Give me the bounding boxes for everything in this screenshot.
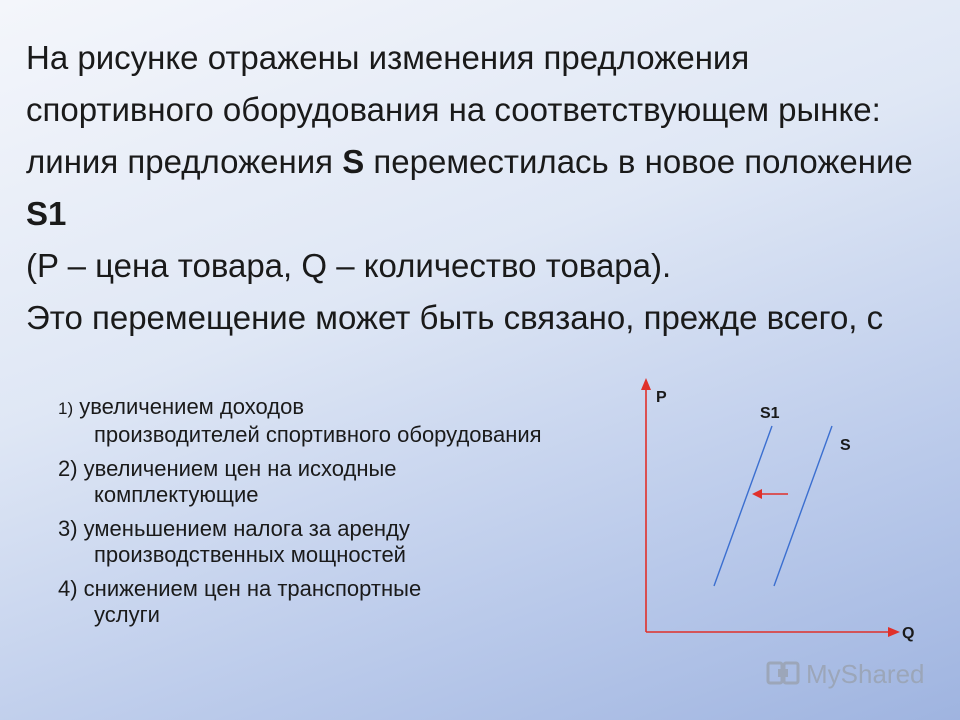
supply-curve-s1 [714,426,772,586]
option-number: 2) [58,456,78,481]
y-axis-arrowhead [641,378,651,390]
y-axis-label: P [656,389,667,406]
answer-option-2[interactable] [58,456,558,508]
x-axis-label: Q [902,625,915,642]
option-text: снижением цен на транспортные [77,576,422,601]
supply-curve-s [774,426,832,586]
option-text: уменьшением налога за аренду [77,516,410,541]
option-number: 1) [58,399,74,418]
option-text-cont: услуги [94,602,160,627]
shift-left-arrowhead [752,489,762,499]
x-axis-arrowhead [888,627,900,637]
answer-option-3[interactable] [58,516,558,568]
option-number: 4) [58,576,78,601]
option-text-cont: производственных мощностей [94,542,406,567]
supply-s-label: S [342,143,365,180]
question-line-2: переместилась в новое положение [364,143,913,180]
myshared-logo-icon [766,659,800,689]
option-text: увеличением цен на исходные [77,456,397,481]
question-paragraph [26,32,936,240]
curve-s1-label: S1 [760,405,780,422]
answer-options [58,394,558,636]
variables-note: (P – цена товара, Q – количество товара). [26,247,672,284]
answer-option-1[interactable] [58,394,558,448]
myshared-watermark [766,656,925,692]
option-text-cont: комплектующие [94,482,259,507]
answer-option-4[interactable] [58,576,558,628]
question-text [26,32,936,344]
supply-shift-graph [600,360,960,660]
watermark-text: MyShared [806,658,925,689]
curve-s-label: S [840,437,851,454]
question-line-1: На рисунке отражены изменения предложения спортивного оборудования на соответствующем рынке: линия предложения [26,39,881,180]
question-prompt: Это перемещение может быть связано, прежде всего, с [26,299,884,336]
option-text-cont: производителей спортивного оборудования [94,422,542,447]
option-number: 3) [58,516,78,541]
option-text: увеличением доходов [73,394,305,419]
supply-s1-label: S1 [26,195,67,232]
